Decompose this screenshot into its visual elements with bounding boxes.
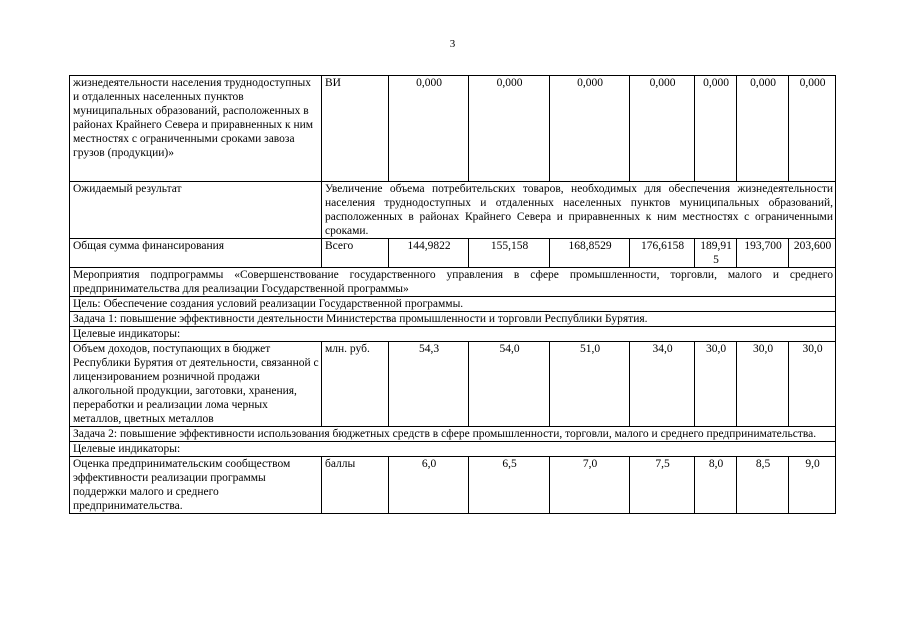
value-cell: 144,9822: [389, 239, 469, 268]
task-2-text: Задача 2: повышение эффективности использования бюджетных средств в сфере промышленности, торговли, малого и среднего предпринимательства.: [70, 427, 836, 442]
table-row: [70, 442, 836, 457]
page-number: 3: [449, 38, 456, 50]
value-cell: 54,0: [469, 342, 550, 427]
value-cell: 193,700: [737, 239, 789, 268]
value-cell: 30,0: [695, 342, 737, 427]
target-indicators-label: Целевые индикаторы:: [70, 442, 836, 457]
value-cell: 51,0: [550, 342, 630, 427]
value-cell: 9,0: [789, 457, 836, 514]
value-cell: 0,000: [389, 76, 469, 182]
table-row: [70, 239, 836, 268]
value-cell: 30,0: [737, 342, 789, 427]
value-cell: 34,0: [630, 342, 695, 427]
indicators-table: [69, 75, 836, 514]
goal-text: Цель: Обеспечение создания условий реализации Государственной программы.: [70, 297, 836, 312]
value-cell: 189,915: [695, 239, 737, 268]
value-cell: 0,000: [550, 76, 630, 182]
table-row: [70, 76, 836, 182]
value-cell: 6,0: [389, 457, 469, 514]
table-row: [70, 457, 836, 514]
value-cell: 30,0: [789, 342, 836, 427]
value-cell: 8,5: [737, 457, 789, 514]
value-cell: 7,0: [550, 457, 630, 514]
value-cell: 203,600: [789, 239, 836, 268]
table-row: [70, 312, 836, 327]
subprogram-title: Мероприятия подпрограммы «Совершенствование государственного управления в сфере промышленности, торговли, малого и среднего предпринимательства для реализации Государственной программы»: [70, 268, 836, 297]
value-cell: 0,000: [695, 76, 737, 182]
value-cell: 155,158: [469, 239, 550, 268]
value-cell: 168,8529: [550, 239, 630, 268]
unit-cell: млн. руб.: [322, 342, 389, 427]
table-row: [70, 268, 836, 297]
value-cell: 0,000: [469, 76, 550, 182]
unit-cell: Всего: [322, 239, 389, 268]
indicator-name: жизнедеятельности населения труднодоступных и отдаленных населенных пунктов муниципальных образований, расположенных в районах Крайнего Севера и приравненных к ним местностях с ограниченными сроками завоза грузов (продукции)»: [70, 76, 322, 182]
unit-cell: ВИ: [322, 76, 389, 182]
funding-label: Общая сумма финансирования: [70, 239, 322, 268]
value-cell: 7,5: [630, 457, 695, 514]
value-cell: 6,5: [469, 457, 550, 514]
value-cell: 0,000: [789, 76, 836, 182]
value-cell: 0,000: [630, 76, 695, 182]
table-row: [70, 327, 836, 342]
value-cell: 0,000: [737, 76, 789, 182]
value-cell: 8,0: [695, 457, 737, 514]
indicator-name: Объем доходов, поступающих в бюджет Республики Бурятия от деятельности, связанной с лицензированием розничной продажи алкогольной продукции, заготовки, хранения, переработки и реализации лома черных металлов, цветных металлов: [70, 342, 322, 427]
task-1-text: Задача 1: повышение эффективности деятельности Министерства промышленности и торговли Республики Бурятия.: [70, 312, 836, 327]
target-indicators-label: Целевые индикаторы:: [70, 327, 836, 342]
table-row: [70, 297, 836, 312]
value-cell: 54,3: [389, 342, 469, 427]
indicator-name: Оценка предпринимательским сообществом эффективности реализации программы поддержки малого и среднего предпринимательства.: [70, 457, 322, 514]
expected-result-text: Увеличение объема потребительских товаров, необходимых для обеспечения жизнедеятельности населения труднодоступных и отдаленных населенных пунктов муниципальных образований, расположенных в районах Крайнего Севера и приравненных к ним местностях с ограниченными сроками.: [322, 182, 836, 239]
table-row: [70, 182, 836, 239]
unit-cell: баллы: [322, 457, 389, 514]
table-row: [70, 427, 836, 442]
table-row: [70, 342, 836, 427]
expected-result-label: Ожидаемый результат: [70, 182, 322, 239]
value-cell: 176,6158: [630, 239, 695, 268]
